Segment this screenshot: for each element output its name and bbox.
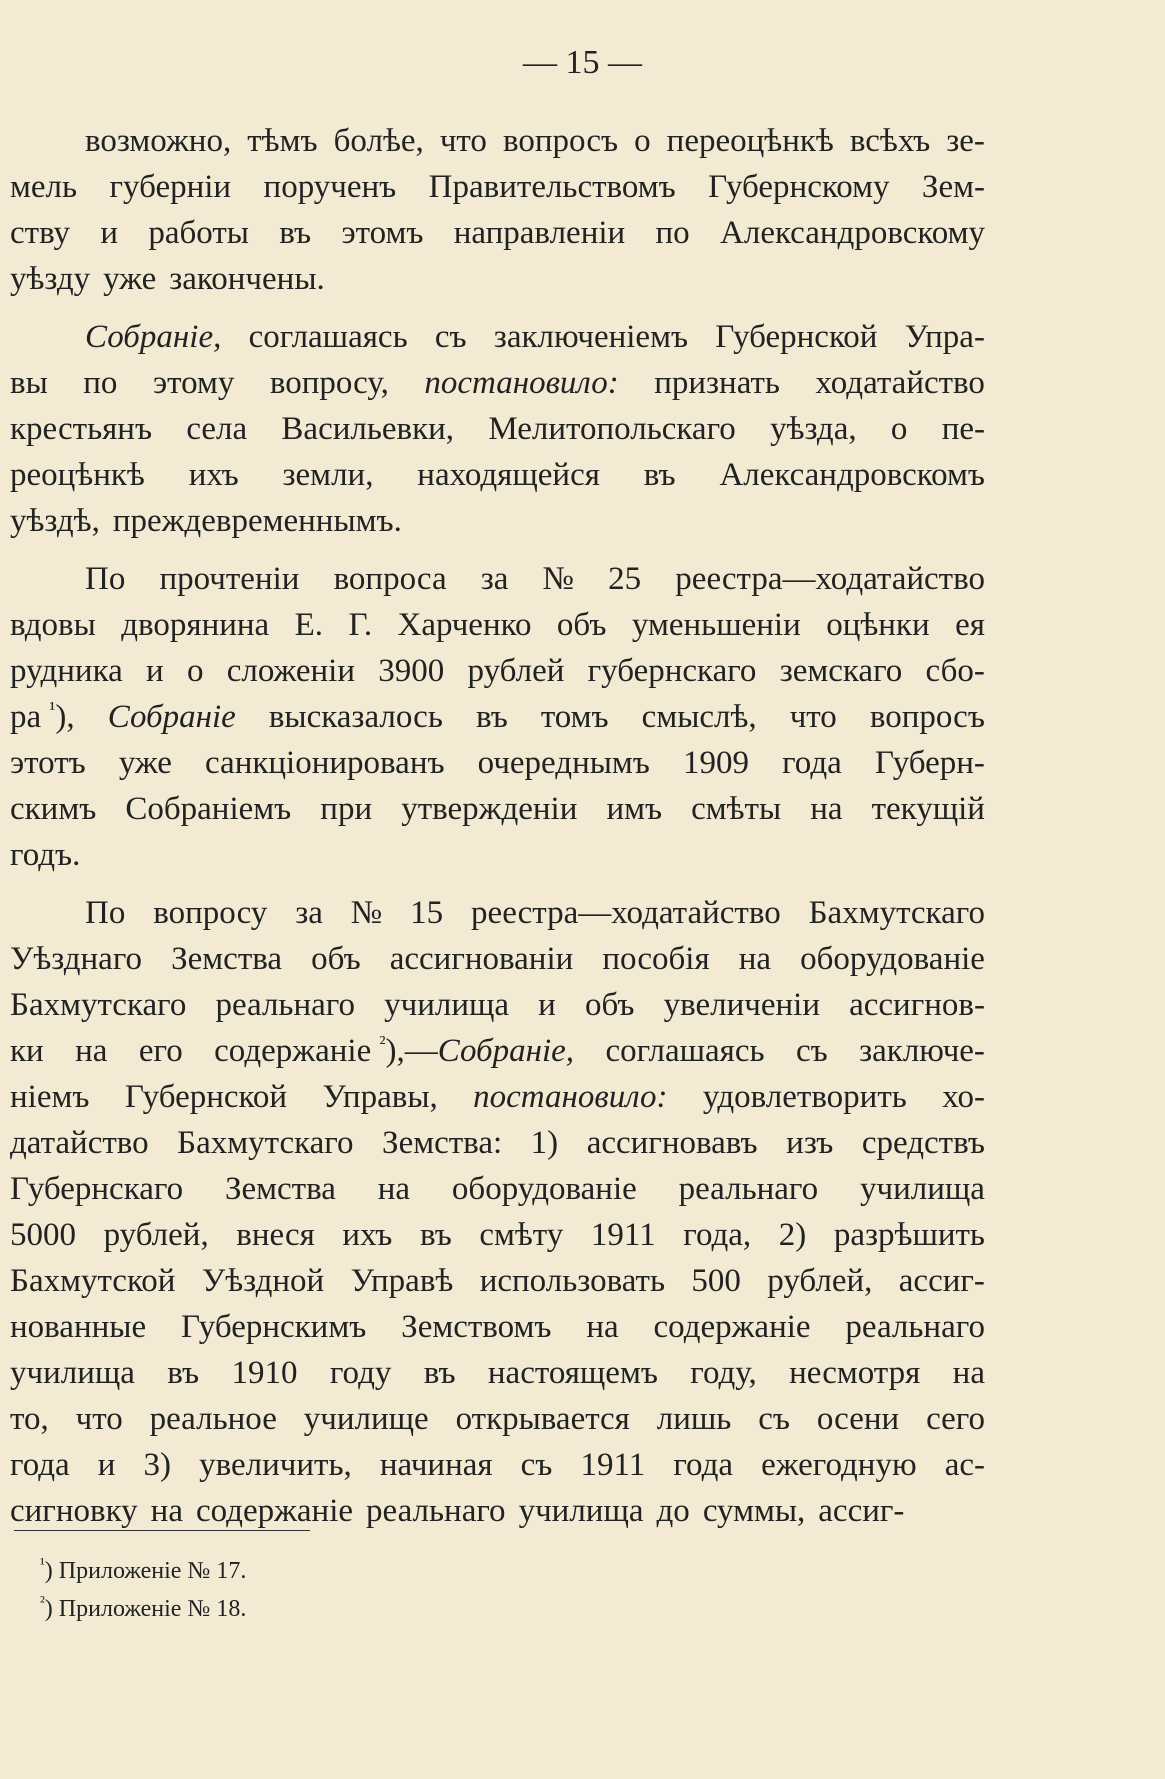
word: то, [10, 1401, 49, 1437]
word: ассиг- [898, 1263, 985, 1299]
word: оцѣнки [826, 607, 930, 643]
word: 25 [608, 561, 642, 597]
word: Земства [171, 941, 283, 977]
text-line [10, 498, 985, 544]
text-line [10, 1258, 985, 1304]
word: содержаніе [195, 1493, 354, 1529]
word: оборудованіе [451, 1171, 637, 1207]
word: земли, [282, 457, 374, 493]
word: на [75, 1033, 108, 1069]
text-line [10, 1212, 985, 1258]
text-line [10, 740, 985, 786]
word: уѣзду [10, 261, 91, 297]
word: Правительствомъ [428, 169, 676, 205]
word: нованные [10, 1309, 147, 1345]
word: и [97, 1447, 116, 1483]
text-line [10, 406, 985, 452]
word: реестра—ходатайство [675, 561, 985, 597]
word: Земствомъ [401, 1309, 552, 1345]
word: ассигнованіи [389, 941, 574, 977]
text-line [10, 1304, 985, 1350]
word: за [295, 895, 323, 931]
word: 1911 [590, 1217, 656, 1253]
word: году [329, 1355, 392, 1391]
word: удовлетворить [702, 1079, 907, 1115]
word: вдовы [10, 607, 96, 643]
word: дворянина [121, 607, 270, 643]
word: Бахмутской [10, 1263, 176, 1299]
word: вопросу, [269, 365, 389, 401]
word: съ [434, 319, 467, 355]
word: ра $^{^1}$), [10, 698, 75, 735]
word: использовать [479, 1263, 666, 1299]
word: въ [643, 457, 676, 493]
word: ассигновавъ [586, 1125, 758, 1161]
page-number: — 15 — [523, 44, 642, 81]
word: заключе- [859, 1033, 985, 1069]
word: году, [690, 1355, 757, 1391]
word: оборудованіе [800, 941, 985, 977]
word: 5000 [10, 1217, 76, 1253]
word: хо- [942, 1079, 985, 1115]
word: Собраніе [107, 699, 236, 735]
text-line [10, 936, 985, 982]
word: постановило: [424, 365, 619, 401]
word: уѣзда, [770, 411, 857, 447]
text-line [10, 1488, 985, 1534]
word: 1909 [682, 745, 749, 781]
word: смѣты [691, 791, 782, 827]
word: ассиг- [818, 1493, 905, 1529]
word: Губернскаго [10, 1171, 184, 1207]
word: реоцѣнкѣ [10, 457, 145, 493]
word: изъ [786, 1125, 834, 1161]
word: разрѣшить [833, 1217, 985, 1253]
text-line [10, 556, 985, 602]
text-line [10, 118, 985, 164]
word: содержаніе $^{^2}$),—Собраніе, [214, 1032, 575, 1069]
paragraph [10, 314, 985, 544]
word: начиная [379, 1447, 493, 1483]
word: уже [103, 261, 157, 297]
word: и [146, 653, 164, 689]
word: училища [518, 1493, 644, 1529]
word: въ [279, 215, 312, 251]
body-text [10, 118, 985, 1534]
word: сбо- [925, 653, 985, 689]
word: Харченко [397, 607, 532, 643]
word: о [890, 411, 908, 447]
word: на [810, 791, 843, 827]
word: ходатайство [815, 365, 985, 401]
word: губернскаго [587, 653, 757, 689]
word: датайство [10, 1125, 149, 1161]
word: увеличить, [199, 1447, 352, 1483]
word: заключеніемъ [493, 319, 689, 355]
word: вопросу [153, 895, 268, 931]
word: средствъ [861, 1125, 985, 1161]
word: на [586, 1309, 619, 1345]
word: и [538, 987, 556, 1023]
word: 1910 [231, 1355, 298, 1391]
word: года [10, 1447, 70, 1483]
word: въ [423, 1355, 456, 1391]
word: содержаніе [653, 1309, 811, 1345]
word: открывается [455, 1401, 630, 1437]
word: въ [167, 1355, 200, 1391]
text-line [10, 1028, 985, 1074]
word: Собраніемъ [125, 791, 292, 827]
word: возможно, [85, 123, 232, 159]
word: реальнаго [678, 1171, 819, 1207]
text-line [10, 164, 985, 210]
word: направленіи [453, 215, 626, 251]
word: года, [683, 1217, 752, 1253]
word: преждевременнымъ. [112, 503, 402, 539]
text-line [10, 210, 985, 256]
word: училища [384, 987, 510, 1023]
word: Земства: [382, 1125, 503, 1161]
word: суммы, [702, 1493, 806, 1529]
word: этому [152, 365, 235, 401]
text-line [10, 832, 985, 878]
word: на [738, 941, 772, 977]
word: вопросъ [869, 699, 985, 735]
word: уѣздѣ, [10, 503, 100, 539]
word: крестьянъ [10, 411, 153, 447]
word: Губернскимъ [180, 1309, 367, 1345]
word: порученъ [263, 169, 397, 205]
text-line [10, 256, 985, 302]
word: Васильевки, [281, 411, 455, 447]
word: о [634, 123, 651, 159]
word: училище [303, 1401, 429, 1437]
word: и [100, 215, 119, 251]
word: ассигнов- [849, 987, 985, 1023]
word: очереднымъ [477, 745, 650, 781]
word: Губернской [124, 1079, 288, 1115]
word: санкціонированъ [205, 745, 445, 781]
word: уменьшеніи [631, 607, 801, 643]
text-line [10, 786, 985, 832]
word: Губернскому [708, 169, 890, 205]
word: объ [556, 607, 607, 643]
text-line [10, 1166, 985, 1212]
word: ки [10, 1033, 44, 1069]
word: лишь [656, 1401, 732, 1437]
text-line [10, 452, 985, 498]
word: внеся [236, 1217, 315, 1253]
word: находящейся [417, 457, 600, 493]
word: томъ [540, 699, 609, 735]
word: училища [860, 1171, 985, 1207]
word: 15 [410, 895, 444, 931]
word: въ [475, 699, 508, 735]
word: признать [654, 365, 780, 401]
word: реальнаго [215, 987, 355, 1023]
word: при [320, 791, 373, 827]
word: на [377, 1171, 411, 1207]
word: губерніи [109, 169, 232, 205]
word: ежегодную [761, 1447, 917, 1483]
word: ас- [944, 1447, 985, 1483]
word: № [542, 561, 575, 597]
word: мель [10, 169, 78, 205]
word: 1911 [580, 1447, 646, 1483]
word: постановило: [473, 1079, 668, 1115]
word: рублей, [103, 1217, 209, 1253]
word: высказалось [268, 699, 443, 735]
word: осени [816, 1401, 900, 1437]
word: годъ. [10, 837, 81, 873]
word: соглашаясь [248, 319, 408, 355]
word: Упра- [904, 319, 985, 355]
word: о [186, 653, 204, 689]
word: текущій [871, 791, 985, 827]
word: за [480, 561, 509, 597]
word: Собраніе, [85, 319, 222, 355]
word: закончены. [169, 261, 325, 297]
text-line [10, 648, 985, 694]
text-line [10, 694, 985, 740]
word: съ [758, 1401, 790, 1437]
word: села [186, 411, 248, 447]
word: 500 [691, 1263, 741, 1299]
word: всѣхъ [849, 123, 931, 159]
text-line [10, 1120, 985, 1166]
paragraph [10, 118, 985, 302]
word: рудника [10, 653, 123, 689]
word: реальное [149, 1401, 277, 1437]
word: ихъ [188, 457, 239, 493]
word: вопросъ [502, 123, 619, 159]
word: зе- [946, 123, 985, 159]
footnotes [40, 1552, 246, 1628]
word: рублей, [767, 1263, 873, 1299]
word: пособія [602, 941, 710, 977]
word: его [138, 1033, 183, 1069]
word: по [83, 365, 118, 401]
word: 1) [530, 1125, 559, 1161]
word: ніемъ [10, 1079, 90, 1115]
word: По [85, 895, 126, 931]
word: ству [10, 215, 71, 251]
word: Бахмутскаго [10, 987, 187, 1023]
word: По [85, 561, 126, 597]
text-line [10, 1350, 985, 1396]
word: по [655, 215, 690, 251]
word: этотъ [10, 745, 86, 781]
word: Управѣ [350, 1263, 454, 1299]
text-line [10, 602, 985, 648]
word: на [952, 1355, 985, 1391]
word: утвержденіи [401, 791, 578, 827]
word: Мелитопольскаго [488, 411, 736, 447]
footnote: $^{^1}$) Приложеніе № 17. [40, 1556, 247, 1584]
word: до [656, 1493, 690, 1529]
word: скимъ [10, 791, 97, 827]
word: переоцѣнкѣ [666, 123, 834, 159]
word: Губернской [715, 319, 878, 355]
word: болѣе, [333, 123, 424, 159]
word: что [439, 123, 487, 159]
word: смѣту [479, 1217, 564, 1253]
word: въ [419, 1217, 452, 1253]
word: Уѣздной [201, 1263, 325, 1299]
word: съ [795, 1033, 828, 1069]
word: настоящемъ [487, 1355, 658, 1391]
word: соглашаясь [605, 1033, 765, 1069]
word: училища [10, 1355, 135, 1391]
word: вы [10, 365, 48, 401]
word: ея [955, 607, 985, 643]
word: 3) [143, 1447, 172, 1483]
word: сего [926, 1401, 985, 1437]
footnote-divider [14, 1530, 310, 1531]
word: объ [584, 987, 635, 1023]
word: года [673, 1447, 734, 1483]
word: сложеніи [226, 653, 355, 689]
paragraph [10, 556, 985, 878]
word: работы [148, 215, 249, 251]
word: Зем- [921, 169, 985, 205]
text-line [10, 890, 985, 936]
text-line [10, 1442, 985, 1488]
word: Е. [294, 607, 324, 643]
word: Александровскомъ [719, 457, 985, 493]
word: уже [118, 745, 172, 781]
word: этомъ [341, 215, 424, 251]
text-line [10, 982, 985, 1028]
word: Бахмутскаго [177, 1125, 354, 1161]
word: пе- [941, 411, 985, 447]
word: года [782, 745, 842, 781]
word: прочтеніи [159, 561, 300, 597]
footnote: $^{^2}$) Приложеніе № 18. [40, 1594, 247, 1622]
word: объ [311, 941, 361, 977]
word: Земства [224, 1171, 336, 1207]
word: Бахмутскаго [808, 895, 985, 931]
word: тѣмъ [247, 123, 318, 159]
word: сигновку [10, 1493, 138, 1529]
word: Управы, [322, 1079, 438, 1115]
word: Губерн- [874, 745, 985, 781]
text-line [10, 1396, 985, 1442]
word: увеличеніи [663, 987, 820, 1023]
word: 3900 [378, 653, 445, 689]
word: ихъ [342, 1217, 393, 1253]
word: смыслѣ, [641, 699, 757, 735]
word: реестра—ходатайство [471, 895, 781, 931]
word: № [350, 895, 383, 931]
word: 2) [778, 1217, 807, 1253]
word: реальнаго [366, 1493, 506, 1529]
word: реальнаго [845, 1309, 985, 1345]
word: вопроса [333, 561, 447, 597]
word: что [789, 699, 837, 735]
paragraph [10, 890, 985, 1534]
word: съ [520, 1447, 553, 1483]
word: что [75, 1401, 123, 1437]
word: Уѣзднаго [10, 941, 143, 977]
text-line [10, 314, 985, 360]
word: имъ [606, 791, 663, 827]
text-line [10, 360, 985, 406]
word: Александровскому [720, 215, 985, 251]
word: рублей [467, 653, 565, 689]
word: земскаго [779, 653, 903, 689]
word: на [150, 1493, 183, 1529]
word: несмотря [789, 1355, 921, 1391]
word: Г. [348, 607, 373, 643]
text-line [10, 1074, 985, 1120]
